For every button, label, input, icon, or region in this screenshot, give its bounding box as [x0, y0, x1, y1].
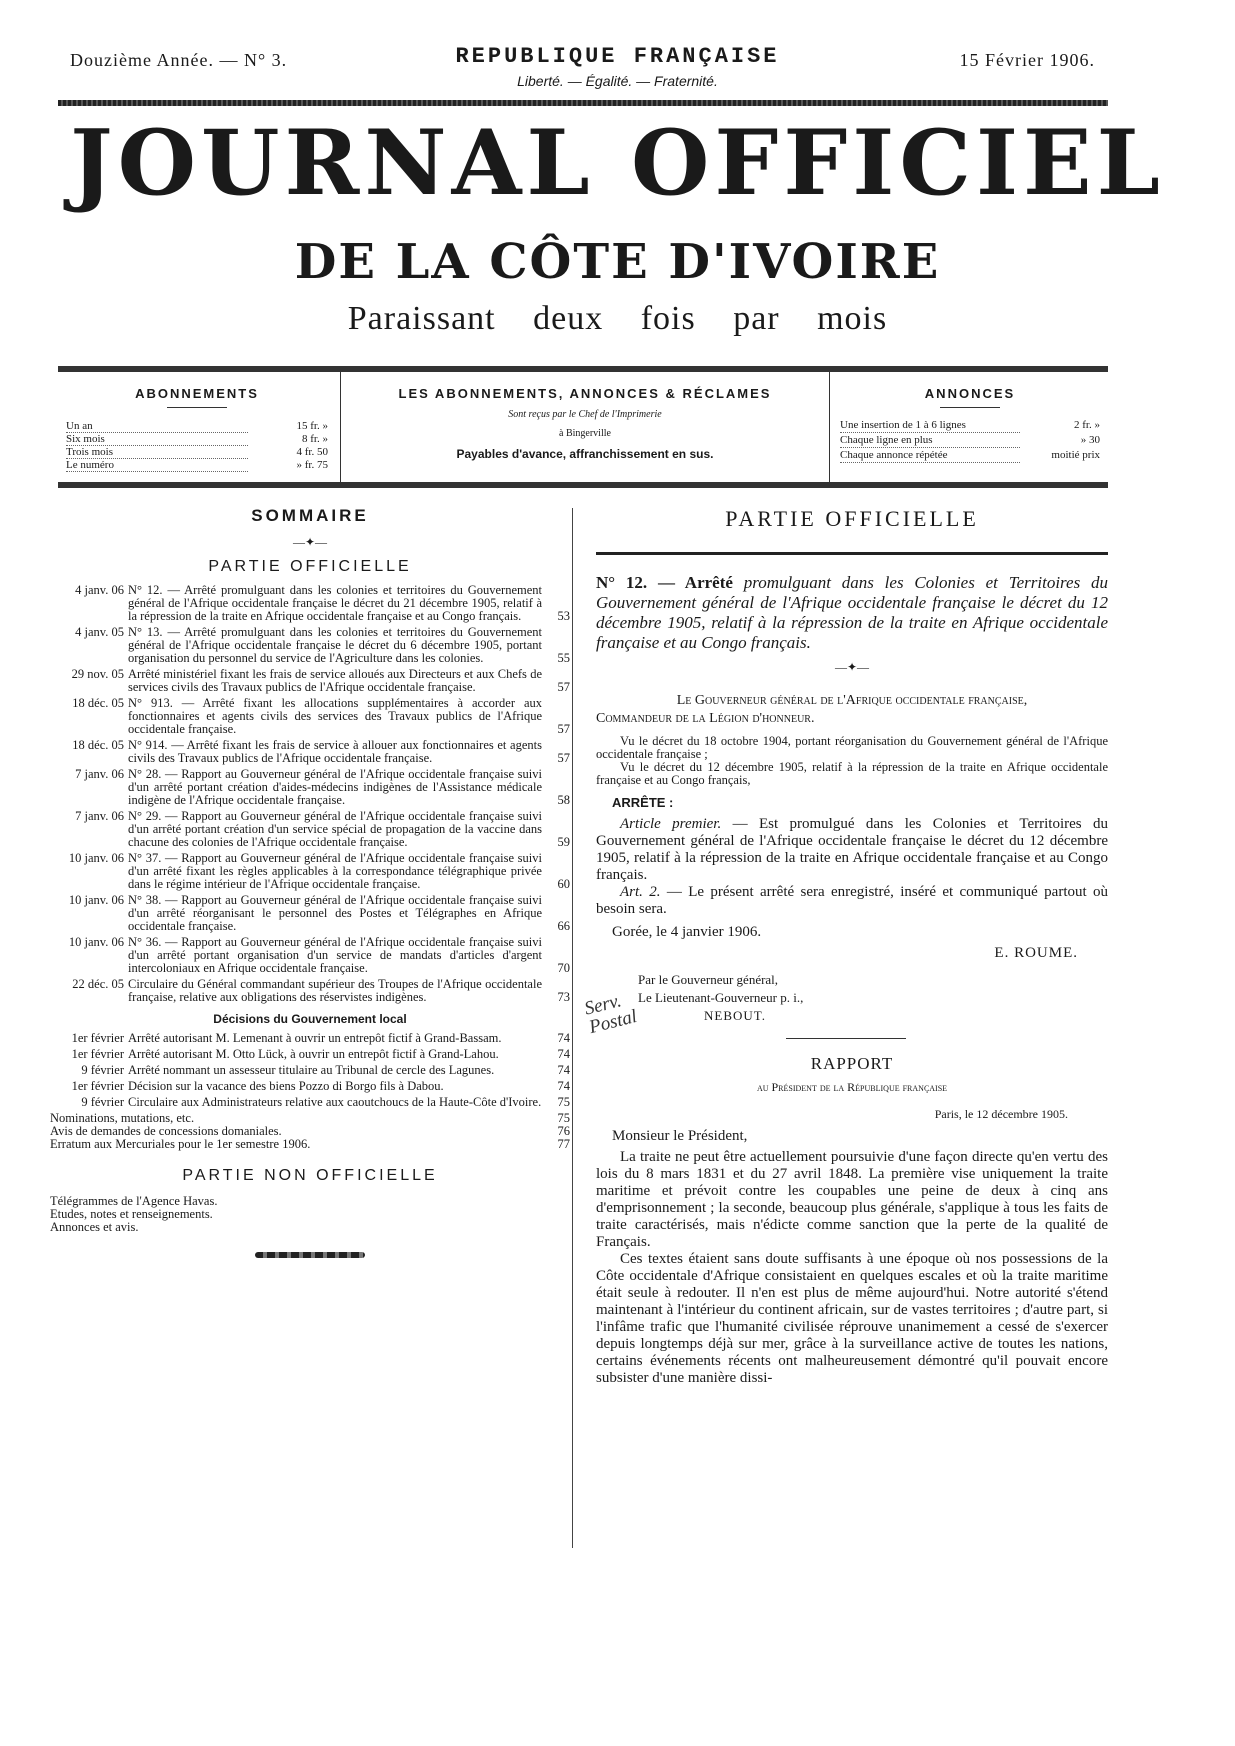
sommaire-heading: SOMMAIRE — [251, 506, 369, 525]
notice-location: à Bingerville — [559, 428, 611, 439]
arrete-title: N° 12. — Arrêté promulguant dans les Colonies et Territoires du Gouvernement général de l'Afrique occidentale française le décret du 12 décembre 1905, relatif à la répression de la traite en Afrique occidentale française et au Congo français. — [596, 573, 1108, 652]
report-recipient: au Président de la République française — [756, 1080, 948, 1094]
report-paragraph: Ces textes étaient sans doute suffisants à une époque où nos possessions de la Côte occidentale d'Afrique consistaient en quelques escales et où la traite maritime était seule à redouter. Il n'en est plus de même aujourd'hui. Notre autorité s'étend maintenant à l'intérieur du continent africain, sur de vastes territoires ; d'autre part, si l'infâme trafic que l'humanité civilisée réprouve unanimement a cessé de s'exercer depuis longtemps déjà sur mer, grâce à la surveillance active de toutes les nations, certains événements récents ont malheureusement démontré qu'il pouvait encore subsister d'une manière dissi- — [596, 1251, 1108, 1386]
divider — [167, 407, 227, 408]
list-item: 1er février Décision sur la vacance des biens Pozzo di Borgo fils à Dabou. 74 — [71, 1079, 570, 1093]
list-item: 1er février Arrêté autorisant M. Otto Lück, à ouvrir un entrepôt fictif à Grand-Lahou. 74 — [71, 1047, 570, 1061]
subscription-box — [58, 366, 1108, 488]
price-row: Chaque ligne en plus » 30 — [840, 434, 1100, 446]
signature-roume: E. ROUME. — [994, 945, 1078, 961]
issue-date: 15 Février 1906. — [959, 50, 1095, 70]
report-place-date: Paris, le 12 décembre 1905. — [934, 1107, 1068, 1121]
price-row: Trois mois 4 fr. 50 — [66, 446, 328, 458]
list-item: 18 déc. 05 N° 913. — Arrêté fixant les allocations supplémentaires à accorder aux fonctionnaires et agents civils des services des Travaux publics de l'Afrique occidentale française. 57 — [72, 696, 570, 736]
list-item: 10 janv. 06 N° 38. — Rapport au Gouverneur général de l'Afrique occidentale française suivi d'un arrêté réorganisant le personnel des Postes et Télégraphes en Afrique occidentale française. 66 — [68, 893, 570, 933]
official-heading: PARTIE OFFICIELLE — [725, 506, 979, 531]
list-item: 7 janv. 06 N° 28. — Rapport au Gouverneur général de l'Afrique occidentale française suivi d'un arrêté portant création d'aides-médecins indigènes de l'Assistance médicale indigène de l'Afrique occidentale française. 58 — [75, 767, 570, 807]
list-item: 10 janv. 06 N° 37. — Rapport au Gouverneur général de l'Afrique occidentale française suivi d'un arrêté fixant les règles applicables à la correspondance télégraphique privée dans le régime intérieur de l'Afrique occidentale française. 60 — [68, 851, 570, 891]
list-item: Nominations, mutations, etc. 75 — [50, 1111, 570, 1125]
notice-line: Sont reçus par le Chef de l'Imprimerie — [508, 409, 662, 420]
list-item: 29 nov. 05 Arrêté ministériel fixant les frais de service alloués aux Directeurs et aux Chefs de services civils des Travaux publics de l'Afrique occidentale française. 57 — [71, 667, 570, 694]
list-item: 7 janv. 06 N° 29. — Rapport au Gouverneur général de l'Afrique occidentale française suivi d'un arrêté portant création d'un service spécial de propagation de la vaccine dans chacune des colonies de l'Afrique occidentale française. 59 — [75, 809, 570, 849]
place-date: Gorée, le 4 janvier 1906. — [612, 924, 762, 940]
heading-rule — [596, 552, 1108, 555]
list-item: Télégrammes de l'Agence Havas. — [50, 1194, 218, 1208]
price-row: Une insertion de 1 à 6 lignes 2 fr. » — [840, 419, 1100, 431]
vu-paragraph: Vu le décret du 18 octobre 1904, portant réorganisation du Gouvernement général de l'Afrique occidentale française ; — [596, 734, 1108, 761]
list-item: Annonces et avis. — [50, 1220, 139, 1234]
list-item: 10 janv. 06 N° 36. — Rapport au Gouverneur général de l'Afrique occidentale française suivi d'un arrêté portant organisation d'un service de mandats d'articles d'argent intercoloniaux en Afrique occidentale française. 70 — [68, 935, 570, 975]
column-separator — [572, 508, 573, 1548]
vu-paragraph: Vu le décret du 12 décembre 1905, relatif à la répression de la traite en Afrique occidentale française et au Congo français, — [596, 760, 1108, 787]
counter-signature: Par le Gouverneur général, Le Lieutenant-Gouverneur p. i., NEBOUT. Serv. Postal — [596, 962, 1108, 1042]
report-paragraph: La traite ne peut être actuellement poursuivie d'une façon directe qu'en vertu des lois du 8 mars 1831 et du 27 avril 1848. La première vise uniquement la traite maritime et prévoit contre les coupables une peine de deux à cinq ans d'emprisonnement ; la seconde, beaucoup plus générale, s'applique à tous les faits de traite caractérisés, mais n'édicte comme sanction que la perte de la qualité de Français. — [596, 1149, 1108, 1250]
divider — [940, 407, 1000, 408]
authority-line: Le Gouverneur général de l'Afrique occidentale française, — [676, 693, 1028, 708]
list-item: 18 déc. 05 N° 914. — Arrêté fixant les frais de service à allouer aux fonctionnaires et agents civils des Travaux publics de l'Afrique occidentale française. 57 — [72, 738, 570, 765]
list-item: 4 janv. 05 N° 13. — Arrêté promulguant dans les colonies et territoires du Gouvernement général de l'Afrique occidentale française le décret du 6 décembre 1905, portant organisation du personnel du service de l'Agriculture dans les colonies. 55 — [75, 625, 570, 665]
local-decisions-heading: Décisions du Gouvernement local — [213, 1012, 407, 1026]
list-item: 4 janv. 06 N° 12. — Arrêté promulguant dans les colonies et territoires du Gouvernement général de l'Afrique occidentale française le décret du 21 décembre 1905, relatif à la répression de la traite en Afrique occidentale française et au Congo français. 53 — [75, 583, 570, 623]
ornament-icon: —✦— — [292, 535, 328, 549]
handwritten-annotation: Serv. Postal — [582, 990, 640, 1039]
section-unofficial-heading: PARTIE NON OFFICIELLE — [182, 1167, 438, 1184]
list-item: Etudes, notes et renseignements. — [50, 1207, 213, 1221]
subscriptions-column — [58, 372, 336, 482]
ornament-icon — [255, 1252, 365, 1258]
journal-subtitle: DE LA CÔTE D'IVOIRE — [294, 234, 941, 290]
article-1: Article premier. — Est promulgué dans les Colonies et Territoires du Gouvernement général de l'Afrique occidentale française le décret du 12 décembre 1905, relatif à la répression de la traite en Afrique occidentale française et au Congo français. — [596, 816, 1108, 883]
divider — [786, 1038, 906, 1039]
header-rule — [58, 100, 1108, 106]
notice-column — [340, 372, 830, 482]
journal-frequency: Paraissant deux fois par mois — [347, 300, 888, 337]
announcements-column — [832, 372, 1108, 482]
notice-heading: LES ABONNEMENTS, ANNONCES & RÉCLAMES — [398, 386, 772, 401]
sommaire-column — [50, 506, 570, 1258]
list-item: Avis de demandes de concessions domaniales. 76 — [50, 1124, 570, 1138]
announcements-heading: ANNONCES — [924, 386, 1016, 401]
notice-payment: Payables d'avance, affranchissement en sus. — [456, 447, 714, 461]
list-item: 22 déc. 05 Circulaire du Général commandant supérieur des Troupes de l'Afrique occidentale française, relative aux obligations des réservistes indigènes. 73 — [72, 977, 570, 1004]
republic-title: REPUBLIQUE FRANÇAISE — [455, 44, 780, 69]
ornament-icon: —✦— — [834, 660, 870, 674]
official-column — [582, 506, 1109, 1387]
price-row: Un an 15 fr. » — [66, 420, 328, 432]
price-row: Le numéro » fr. 75 — [66, 459, 328, 471]
authority-line: Commandeur de la Légion d'honneur. — [596, 711, 815, 726]
issue-number: Douzième Année. — N° 3. — [70, 50, 288, 70]
report-heading: RAPPORT — [810, 1054, 894, 1073]
list-item: 1er février Arrêté autorisant M. Lemenant à ouvrir un entrepôt fictif à Grand-Bassam. 74 — [71, 1031, 570, 1045]
article-2: Art. 2. — Le présent arrêté sera enregistré, inséré et communiqué partout où besoin sera. — [596, 884, 1109, 917]
journal-title: JOURNAL OFFICIEL — [70, 110, 1165, 216]
salutation: Monsieur le Président, — [612, 1128, 748, 1144]
republic-motto: Liberté. — Égalité. — Fraternité. — [517, 73, 718, 89]
arrete-label: ARRÊTE : — [612, 795, 674, 810]
subscriptions-heading: ABONNEMENTS — [135, 386, 259, 401]
price-row: Six mois 8 fr. » — [66, 433, 328, 445]
price-row: Chaque annonce répétée moitié prix — [840, 449, 1100, 461]
section-official-heading: PARTIE OFFICIELLE — [208, 558, 412, 575]
list-item: 9 février Arrêté nommant un assesseur titulaire au Tribunal de cercle des Lagunes. 74 — [81, 1063, 570, 1077]
list-item: 9 février Circulaire aux Administrateurs relative aux caoutchoucs de la Haute-Côte d'Ivoire. 75 — [81, 1095, 570, 1109]
list-item: Erratum aux Mercuriales pour le 1er semestre 1906. 77 — [50, 1137, 570, 1151]
